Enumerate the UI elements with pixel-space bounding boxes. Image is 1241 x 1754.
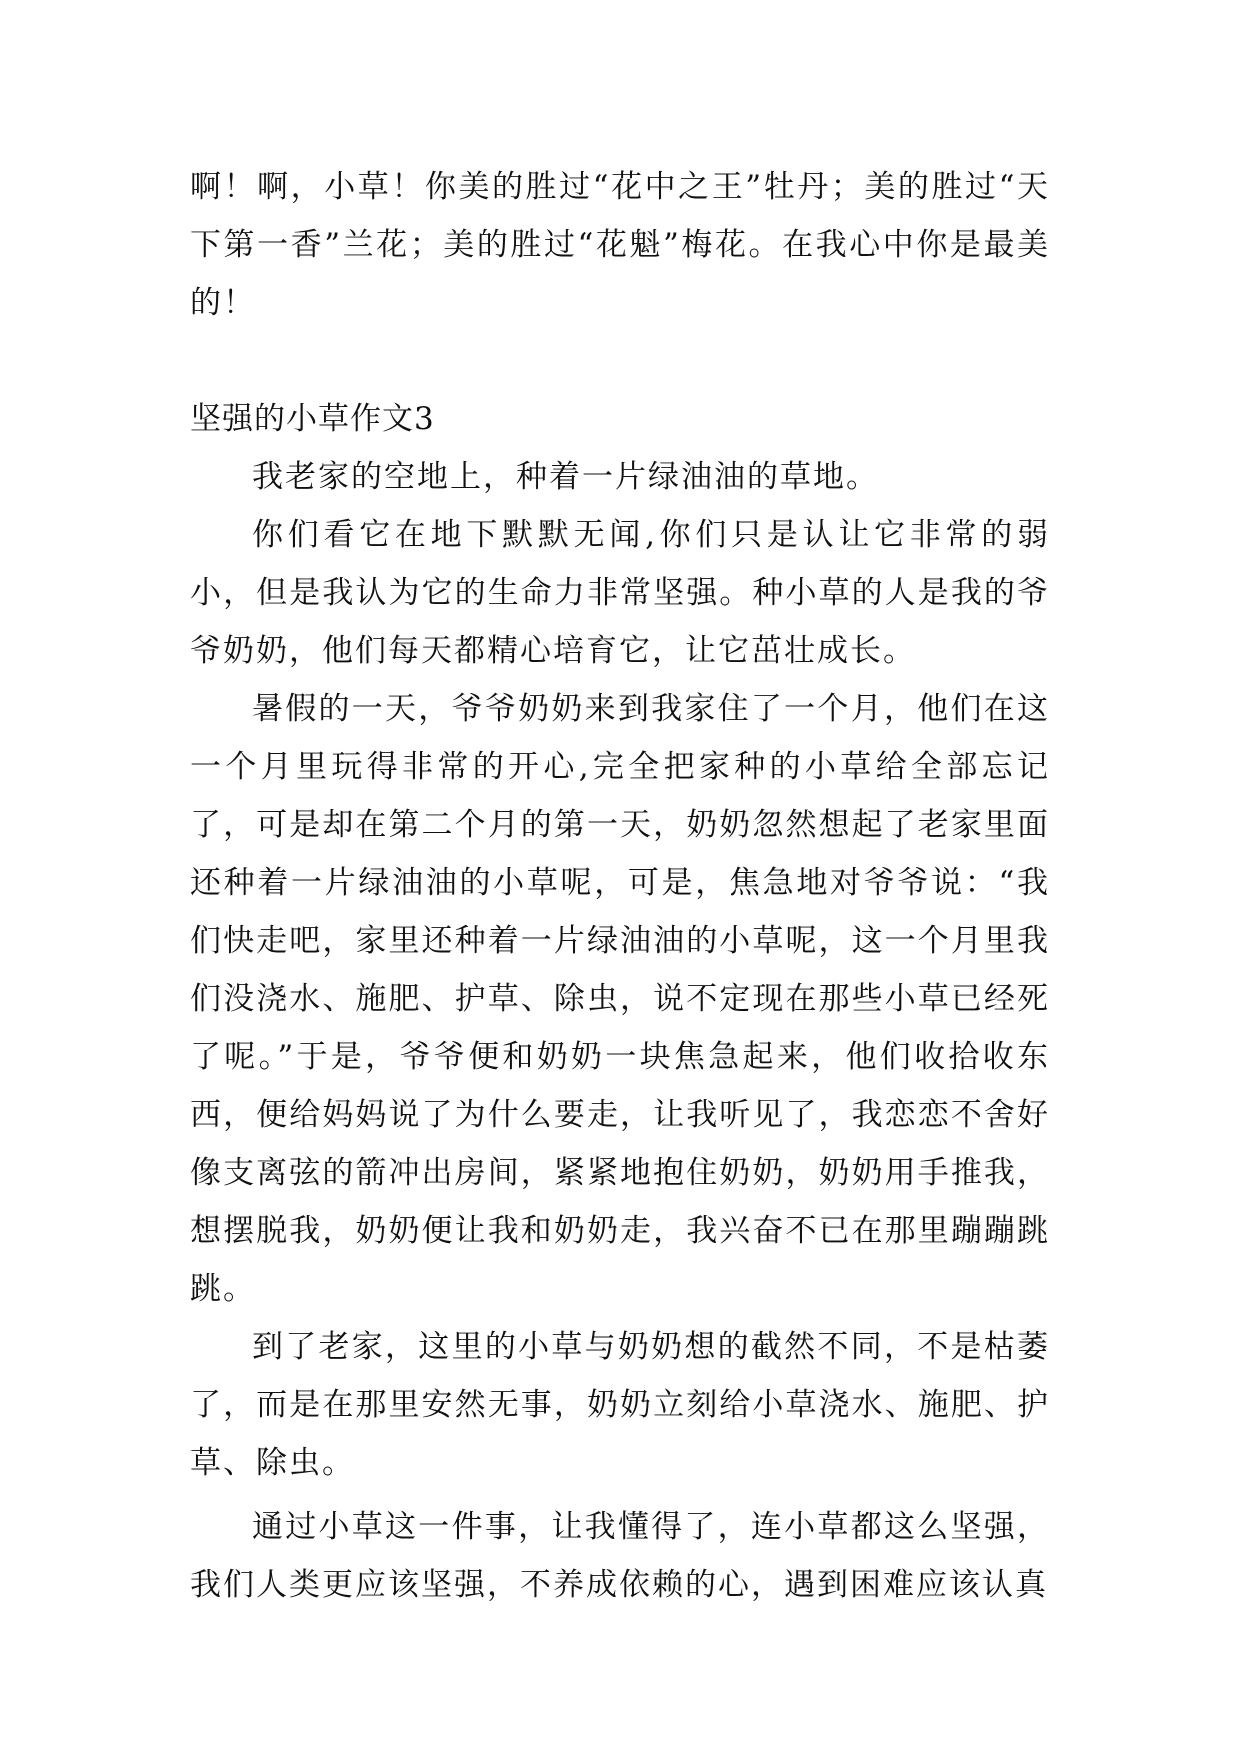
paragraph-text: 啊！啊，小草！你美的胜过“花中之王”牡丹；美的胜过“天下第一香”兰花；美的胜过“花魁”梅花。在我心中你是最美的！ (190, 169, 1050, 321)
paragraph: 我老家的空地上，种着一片绿油油的草地。 (252, 459, 879, 495)
continuation-paragraph (190, 158, 1050, 332)
paragraph: 通过小草这一件事，让我懂得了，连小草都这么坚强，我们人类更应该坚强，不养成依赖的心，遇到困难应该认真 (190, 1509, 1050, 1603)
paragraph: 暑假的一天，爷爷奶奶来到我家住了一个月，他们在这一个月里玩得非常的开心,完全把家种的小草给全部忘记了，可是却在第二个月的第一天，奶奶忽然想起了老家里面还种着一片绿油油的小草呢，可是，焦急地对爷爷说：“我们快走吧，家里还种着一片绿油油的小草呢，这一个月里我们没浇水、施肥、护草、除虫，说不定现在那些小草已经死了呢。”于是，爷爷便和奶奶一块焦急起来，他们收拾收东西，便给妈妈说了为什么要走，让我听见了，我恋恋不舍好像支离弦的箭冲出房间，紧紧地抱住奶奶，奶奶用手推我，想摆脱我，奶奶便让我和奶奶走，我兴奋不已在那里蹦蹦跳跳。 (190, 691, 1050, 1307)
section-title: 坚强的小草作文3 (190, 401, 435, 437)
paragraph: 你们看它在地下默默无闻,你们只是认让它非常的弱小，但是我认为它的生命力非常坚强。种小草的人是我的爷爷奶奶，他们每天都精心培育它，让它茁壮成长。 (190, 517, 1050, 669)
paragraph: 到了老家，这里的小草与奶奶想的截然不同，不是枯萎了，而是在那里安然无事，奶奶立刻给小草浇水、施肥、护草、除虫。 (190, 1329, 1050, 1481)
essay-body (190, 448, 1050, 1614)
